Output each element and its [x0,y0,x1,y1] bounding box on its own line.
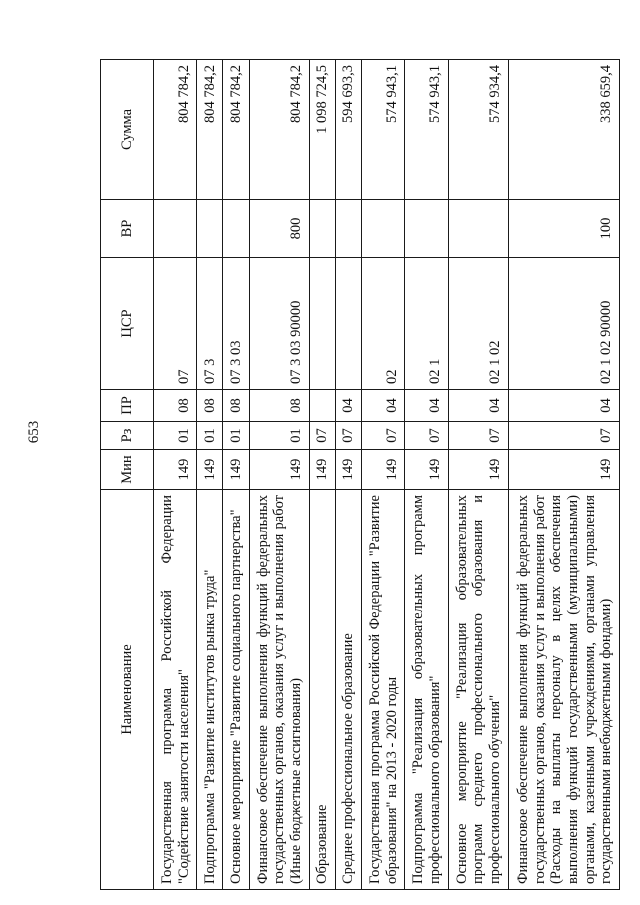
row-rz: 07 [309,422,335,450]
row-rz: 07 [405,422,448,450]
table-row [508,60,619,890]
header-sum: Сумма [101,60,154,200]
row-csr [309,258,335,390]
row-vr [197,200,223,258]
header-vr: ВР [101,200,154,258]
row-name: Государственная программа Российской Федерации "Содействие занятости населения" [154,490,197,890]
row-name: Образование [309,490,335,890]
row-csr: 02 1 02 90000 [508,258,619,390]
row-csr: 02 1 [405,258,448,390]
row-rz: 07 [448,422,508,450]
row-min: 149 [197,450,223,490]
row-sum: 574 943,1 [405,60,448,200]
row-rz: 01 [154,422,197,450]
row-sum: 804 784,2 [197,60,223,200]
row-rz: 07 [362,422,405,450]
row-vr [335,200,361,258]
table-row [362,60,405,890]
row-min: 149 [448,450,508,490]
row-rz: 01 [249,422,309,450]
row-vr [154,200,197,258]
budget-table [100,59,620,890]
row-pr: 04 [405,390,448,422]
row-name: Подпрограмма "Реализация образовательных программ профессионального образования" [405,490,448,890]
header-pr: ПР [101,390,154,422]
row-vr [309,200,335,258]
row-rz: 07 [508,422,619,450]
row-min: 149 [362,450,405,490]
row-sum: 804 784,2 [223,60,249,200]
row-sum: 804 784,2 [154,60,197,200]
row-pr [309,390,335,422]
row-name: Финансовое обеспечение выполнения функций федеральных государственных органов, оказания услуг и выполнения работ (Расходы на выплаты персоналу в целях обеспечения выполнения функций государственными (муниципальными) органами, казенными учреждениями, органами управления государственными внебюджетными фондами) [508,490,619,890]
row-csr: 07 [154,258,197,390]
row-name: Финансовое обеспечение выполнения функций федеральных государственных органов, оказания услуг и выполнения работ (Иные бюджетные ассигнования) [249,490,309,890]
row-vr [223,200,249,258]
row-rz: 01 [197,422,223,450]
row-pr: 04 [508,390,619,422]
row-pr: 04 [362,390,405,422]
table-row [154,60,197,890]
row-csr: 02 [362,258,405,390]
table-row [309,60,335,890]
page-number: 653 [26,420,42,444]
row-csr: 02 1 02 [448,258,508,390]
row-pr: 04 [448,390,508,422]
row-pr: 08 [154,390,197,422]
row-sum: 574 943,1 [362,60,405,200]
table-row [335,60,361,890]
row-name: Среднее профессиональное образование [335,490,361,890]
row-pr: 08 [223,390,249,422]
row-rz: 01 [223,422,249,450]
header-csr: ЦСР [101,258,154,390]
row-sum: 338 659,4 [508,60,619,200]
header-rz: Рз [101,422,154,450]
row-min: 149 [335,450,361,490]
row-name: Основное мероприятие "Реализация образовательных программ среднего профессионального образования и профессионального обучения" [448,490,508,890]
row-min: 149 [508,450,619,490]
table-header-row [101,60,154,890]
row-sum: 574 934,4 [448,60,508,200]
row-pr: 08 [249,390,309,422]
row-name: Подпрограмма "Развитие институтов рынка труда" [197,490,223,890]
table-row [223,60,249,890]
row-min: 149 [154,450,197,490]
row-csr [335,258,361,390]
row-name: Государственная программа Российской Федерации "Развитие образования" на 2013 - 2020 годы [362,490,405,890]
row-vr [362,200,405,258]
row-sum: 804 784,2 [249,60,309,200]
row-csr: 07 3 03 90000 [249,258,309,390]
row-min: 149 [309,450,335,490]
row-name: Основное мероприятие "Развитие социального партнерства" [223,490,249,890]
header-name: Наименование [101,490,154,890]
row-vr: 100 [508,200,619,258]
table-row [448,60,508,890]
row-pr: 04 [335,390,361,422]
row-csr: 07 3 [197,258,223,390]
row-vr [405,200,448,258]
header-min: Мин [101,450,154,490]
table-row [197,60,223,890]
rotated-table-container [100,60,620,890]
row-sum: 1 098 724,5 [309,60,335,200]
row-sum: 594 693,3 [335,60,361,200]
row-pr: 08 [197,390,223,422]
row-min: 149 [249,450,309,490]
row-vr [448,200,508,258]
row-vr: 800 [249,200,309,258]
row-min: 149 [223,450,249,490]
table-row [405,60,448,890]
row-csr: 07 3 03 [223,258,249,390]
row-min: 149 [405,450,448,490]
row-rz: 07 [335,422,361,450]
table-row [249,60,309,890]
